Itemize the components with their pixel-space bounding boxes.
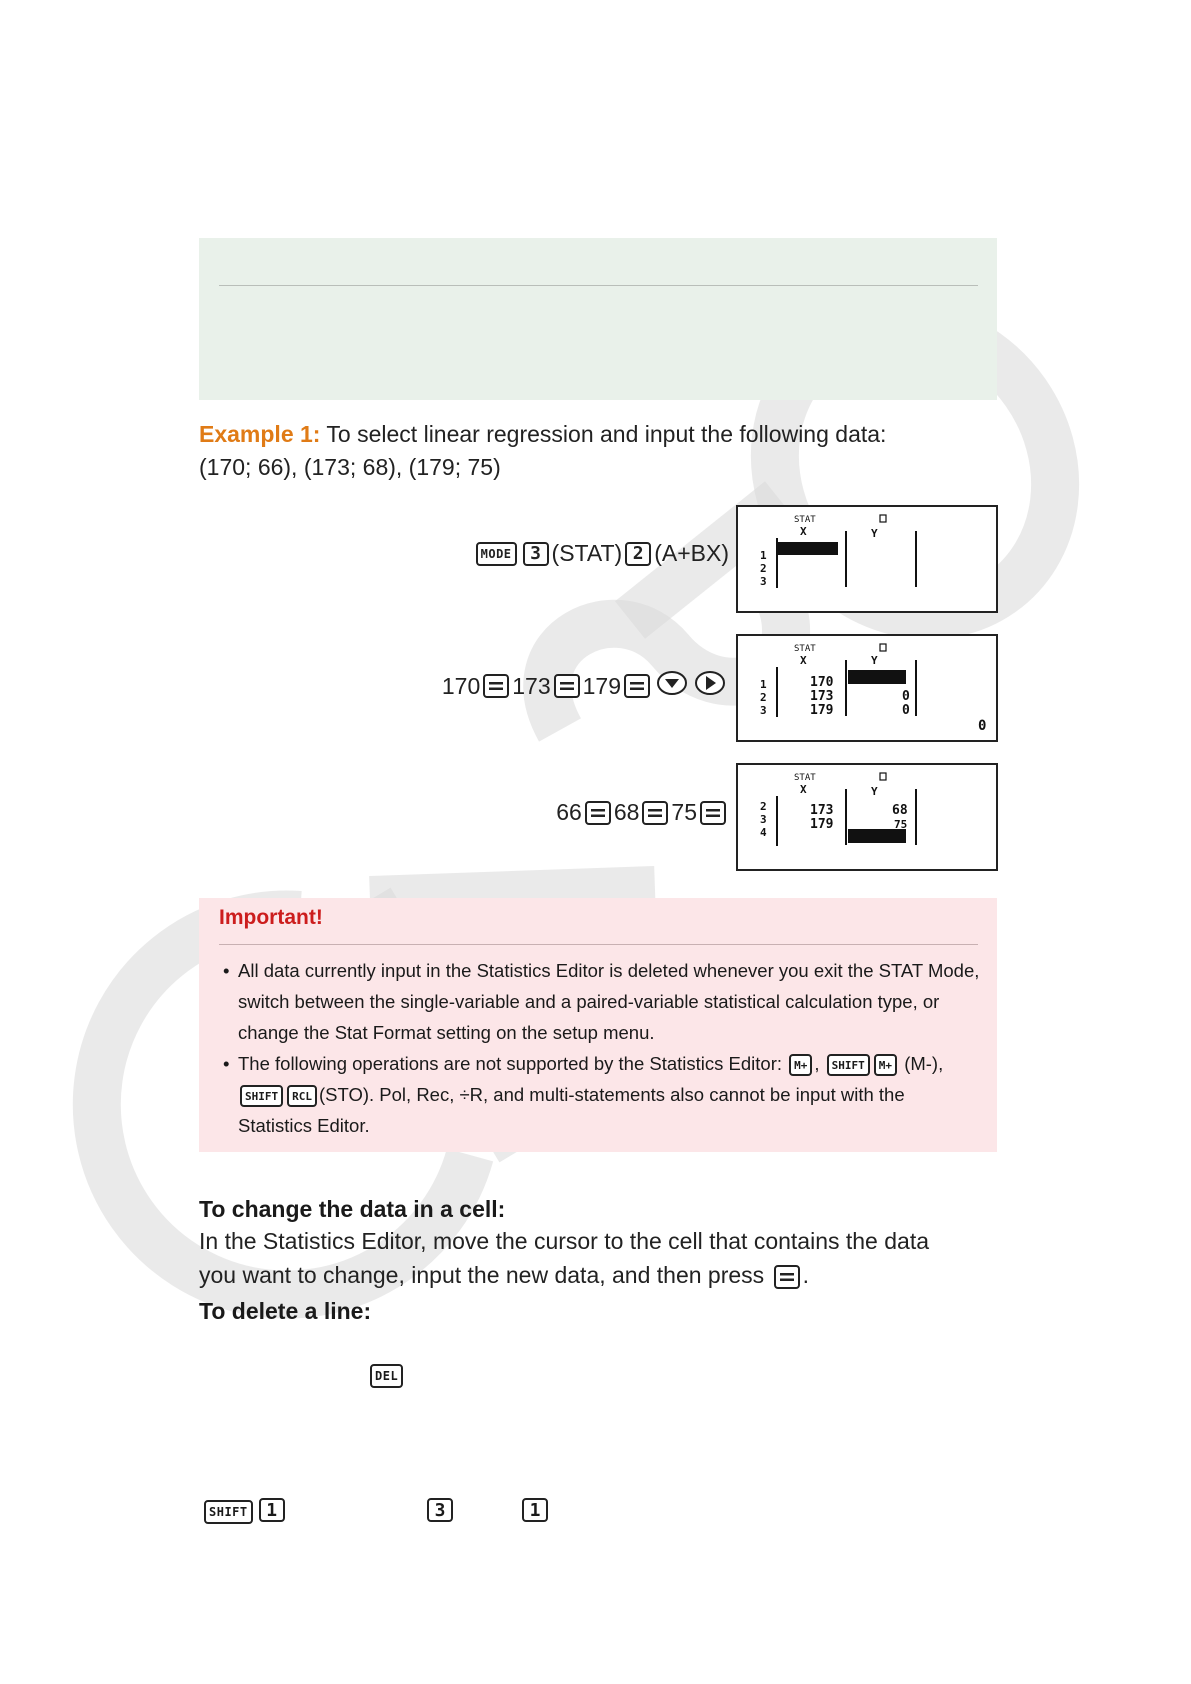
lcd2-row-3: 3 [760, 704, 767, 717]
lcd1-col-y: Y [871, 527, 878, 540]
value-179: 179 [582, 672, 621, 699]
lcd2-sep-right [915, 660, 917, 716]
down-arrow-icon [656, 670, 688, 696]
lcd-display-3 [738, 765, 996, 869]
lcd3-y-1: 68 [892, 803, 908, 818]
bullet2-end: (STO). Pol, Rec, ÷R, and multi-statements also cannot be input with the Statistics Editor. [238, 1084, 905, 1136]
lcd3-x-1: 173 [810, 803, 834, 818]
change-cell-line2-text: you want to change, input the new data, and then press [199, 1262, 771, 1288]
lcd2-x-3: 179 [810, 703, 834, 718]
step1-keys [473, 540, 729, 567]
mode-key[interactable]: MODE [476, 542, 517, 566]
value-173: 173 [512, 672, 551, 699]
equals-key[interactable] [642, 801, 668, 825]
lcd3-col-x: X [800, 783, 807, 796]
lcd2-header: STAT [794, 644, 816, 654]
change-cell-heading: To change the data in a cell: [199, 1196, 506, 1222]
key-1[interactable]: 1 [522, 1498, 548, 1522]
important-title: Important! [219, 906, 323, 929]
lcd2-sep-mid [845, 660, 847, 716]
equals-key[interactable] [483, 674, 509, 698]
value-75: 75 [671, 799, 697, 825]
bottom-key-1 [519, 1498, 551, 1522]
key-1[interactable]: 1 [259, 1498, 285, 1522]
lcd3-indicator [880, 773, 886, 780]
lcd1-row-2: 2 [760, 562, 767, 575]
change-cell-line2: you want to change, input the new data, and then press . [199, 1262, 809, 1288]
bullet2-start: The following operations are not supported by the Statistics Editor: [238, 1053, 788, 1074]
example-text: To select linear regression and input the following data: [320, 421, 887, 447]
lcd3-sep-mid [845, 789, 847, 845]
shift-key[interactable]: SHIFT [827, 1054, 870, 1076]
del-key[interactable]: DEL [370, 1364, 403, 1388]
bottom-key-3 [424, 1498, 456, 1522]
delete-line-heading: To delete a line: [199, 1298, 372, 1324]
lcd1-sep-mid [845, 531, 847, 587]
m-plus-key[interactable]: M+ [789, 1054, 812, 1076]
lcd1-row-1: 1 [760, 549, 767, 562]
example-data: (170; 66), (173; 68), (179; 75) [199, 454, 501, 480]
lcd2-col-x: X [800, 654, 807, 667]
lcd3-x-2: 179 [810, 817, 834, 832]
lcd2-y-2: 0 [902, 689, 910, 704]
cursor-down-key[interactable] [656, 670, 688, 702]
delete-line-keys [367, 1364, 406, 1388]
lcd3-header: STAT [794, 773, 816, 783]
lcd2-sep-left [776, 667, 778, 717]
equals-key[interactable] [585, 801, 611, 825]
important-divider [219, 944, 978, 945]
lcd2-x-2: 173 [810, 689, 834, 704]
lcd1-sep-left [776, 538, 778, 588]
lcd1-cursor [778, 542, 838, 555]
step3-keys [556, 799, 729, 826]
lcd3-sep-left [776, 796, 778, 846]
value-170: 170 [441, 672, 481, 699]
example-heading [199, 418, 886, 451]
lcd3-cursor [848, 829, 906, 843]
example-label: Example 1: [199, 421, 321, 447]
abx-label: (A+BX) [654, 540, 729, 566]
change-cell-line1: In the Statistics Editor, move the cursor to the cell that contains the data [199, 1228, 930, 1254]
stat-label: (STAT) [551, 540, 623, 566]
m-minus-label: (M-), [904, 1053, 944, 1074]
lcd3-y-2: 75 [894, 818, 908, 831]
important-bullet-2 [222, 1048, 982, 1141]
lcd2-x-1: 170 [810, 675, 834, 690]
lcd1-sep-right [915, 531, 917, 587]
lcd-display-1 [738, 507, 996, 611]
lcd-display-2 [738, 636, 996, 740]
lcd-screen-2 [736, 634, 998, 742]
shift-key[interactable]: SHIFT [204, 1500, 253, 1524]
lcd-screen-1 [736, 505, 998, 613]
key-3[interactable]: 3 [427, 1498, 453, 1522]
equals-key[interactable] [624, 674, 650, 698]
m-plus-key[interactable]: M+ [874, 1054, 897, 1076]
rcl-key[interactable]: RCL [287, 1085, 317, 1107]
lcd2-indicator [880, 644, 886, 651]
lcd2-cursor [848, 670, 906, 684]
shift-key[interactable]: SHIFT [240, 1085, 283, 1107]
important-list [222, 955, 982, 1141]
lcd2-y-3: 0 [902, 703, 910, 718]
value-66: 66 [556, 799, 582, 825]
bottom-shift-1 [201, 1498, 288, 1524]
comma-separator: , [814, 1053, 825, 1074]
key-2[interactable]: 2 [625, 542, 651, 566]
lcd1-header: STAT [794, 515, 816, 525]
lcd3-sep-right [915, 789, 917, 845]
lcd2-footer: 0 [978, 718, 987, 734]
equals-key[interactable] [700, 801, 726, 825]
right-arrow-icon [694, 670, 726, 696]
lcd1-indicator [880, 515, 886, 522]
lcd3-row-3: 4 [760, 826, 767, 839]
lcd1-col-x: X [800, 525, 807, 538]
note-divider [219, 285, 978, 286]
lcd1-row-3: 3 [760, 575, 767, 588]
value-68: 68 [613, 799, 640, 825]
lcd2-row-2: 2 [760, 691, 767, 704]
equals-key[interactable] [774, 1265, 800, 1289]
lcd3-row-2: 3 [760, 813, 767, 826]
cursor-right-key[interactable] [694, 670, 726, 702]
lcd3-row-1: 2 [760, 800, 767, 813]
lcd2-row-1: 1 [760, 678, 767, 691]
equals-key[interactable] [554, 674, 580, 698]
note-panel [199, 238, 997, 400]
key-3[interactable]: 3 [523, 542, 549, 566]
change-cell-text [199, 1224, 999, 1292]
lcd3-col-y: Y [871, 785, 878, 798]
step2-keys [442, 670, 729, 702]
important-bullet-1: • All data currently input in the Statistics Editor is deleted whenever you exit the STAT Mode, switch between the single-variable and a paired-variable statistical calculation type, or change the Stat Format setting on the setup menu. [222, 955, 982, 1048]
lcd2-col-y: Y [871, 654, 878, 667]
lcd-screen-3 [736, 763, 998, 871]
